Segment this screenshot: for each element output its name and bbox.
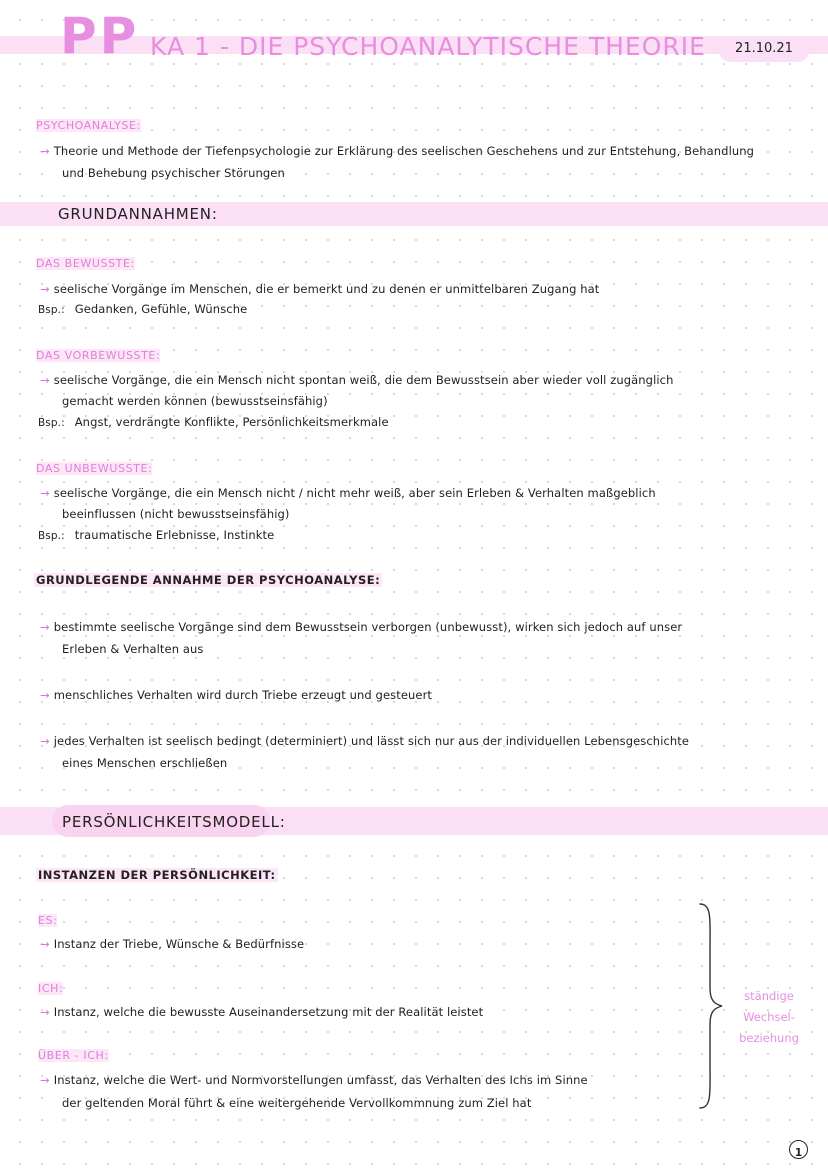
instanzen-label: INSTANZEN DER PERSÖNLICHKEIT:: [38, 868, 276, 882]
bewusste-label: DAS BEWUSSTE:: [36, 257, 135, 270]
grundlegende-p3-line-2: eines Menschen erschließen: [62, 756, 228, 770]
note-line-2: Wechsel-: [743, 1010, 795, 1024]
unbewusste-label: DAS UNBEWUSSTE:: [36, 462, 153, 475]
arrow-icon: →: [40, 486, 50, 500]
arrow-icon: →: [40, 734, 50, 748]
unbewusste-line-1: → seelische Vorgänge, die ein Mensch nicht / nicht mehr weiß, aber sein Erleben & Verhalten maßgeblich: [40, 486, 656, 500]
grundlegende-p3-line-1: → jedes Verhalten ist seelisch bedingt (determiniert) und lässt sich nur aus der individuellen Lebensgeschichte: [40, 734, 690, 748]
psychoanalyse-label: PSYCHOANALYSE:: [36, 119, 141, 132]
grundlegende-label: GRUNDLEGENDE ANNAHME DER PSYCHOANALYSE:: [36, 573, 381, 587]
persoenlichkeitsmodell-heading: PERSÖNLICHKEITSMODELL:: [62, 813, 286, 831]
curly-brace-icon: [696, 900, 726, 1112]
arrow-icon: →: [40, 688, 50, 702]
arrow-icon: →: [40, 282, 50, 296]
wechselbeziehung-note: [726, 986, 812, 1049]
vorbewusste-label: DAS VORBEWUSSTE:: [36, 349, 161, 362]
vorbewusste-line-2: gemacht werden können (bewusstseinsfähig): [62, 394, 328, 408]
page-number-text: 1: [794, 1147, 803, 1159]
arrow-icon: →: [40, 144, 50, 158]
arrow-icon: →: [40, 1073, 50, 1087]
ich-label: ICH:: [38, 982, 64, 995]
grundannahmen-heading: GRUNDANNAHMEN:: [58, 205, 218, 223]
vorbewusste-line-1: → seelische Vorgänge, die ein Mensch nicht spontan weiß, die dem Bewusstsein aber wieder voll zugänglich: [40, 373, 674, 387]
arrow-icon: →: [40, 937, 50, 951]
ueber-ich-label: ÜBER - ICH:: [38, 1049, 109, 1062]
es-text: → Instanz der Triebe, Wünsche & Bedürfnisse: [40, 937, 305, 951]
ueber-ich-line-2: der geltenden Moral führt & eine weitergehende Vervollkommnung zum Ziel hat: [62, 1096, 532, 1110]
subject-title: PP: [60, 7, 140, 65]
unbewusste-example: Bsp.: traumatische Erlebnisse, Instinkte: [38, 528, 275, 542]
date-badge: [718, 36, 810, 62]
grundlegende-p1-line-2: Erleben & Verhalten aus: [62, 642, 204, 656]
note-line-1: ständige: [744, 989, 794, 1003]
grundlegende-p2-line-1: → menschliches Verhalten wird durch Triebe erzeugt und gesteuert: [40, 688, 433, 702]
arrow-icon: →: [40, 620, 50, 634]
page-number: [789, 1140, 808, 1159]
note-line-3: beziehung: [739, 1031, 799, 1045]
ueber-ich-line-1: → Instanz, welche die Wert- und Normvorstellungen umfasst, das Verhalten des Ichs im Sinne: [40, 1073, 588, 1087]
vorbewusste-example: Bsp.: Angst, verdrängte Konflikte, Persönlichkeitsmerkmale: [38, 415, 389, 429]
grundlegende-p1-line-1: → bestimmte seelische Vorgänge sind dem Bewusstsein verborgen (unbewusst), wirken sich jedoch auf unser: [40, 620, 683, 634]
arrow-icon: →: [40, 373, 50, 387]
bewusste-line-1: → seelische Vorgänge im Menschen, die er bemerkt und zu denen er unmittelbaren Zugang hat: [40, 282, 600, 296]
psychoanalyse-line-2: und Behebung psychischer Störungen: [62, 166, 285, 180]
unbewusste-line-2: beeinflussen (nicht bewusstseinsfähig): [62, 507, 290, 521]
date-text: 21.10.21: [735, 41, 793, 56]
page-title: KA 1 - DIE PSYCHOANALYTISCHE THEORIE: [150, 32, 706, 61]
es-label: ES:: [38, 914, 58, 927]
bewusste-example: Bsp.: Gedanken, Gefühle, Wünsche: [38, 302, 248, 316]
psychoanalyse-line-1: → Theorie und Methode der Tiefenpsychologie zur Erklärung des seelischen Geschehens und zur Entstehung, Behandlung: [40, 144, 755, 158]
arrow-icon: →: [40, 1005, 50, 1019]
ich-text: → Instanz, welche die bewusste Auseinandersetzung mit der Realität leistet: [40, 1005, 484, 1019]
